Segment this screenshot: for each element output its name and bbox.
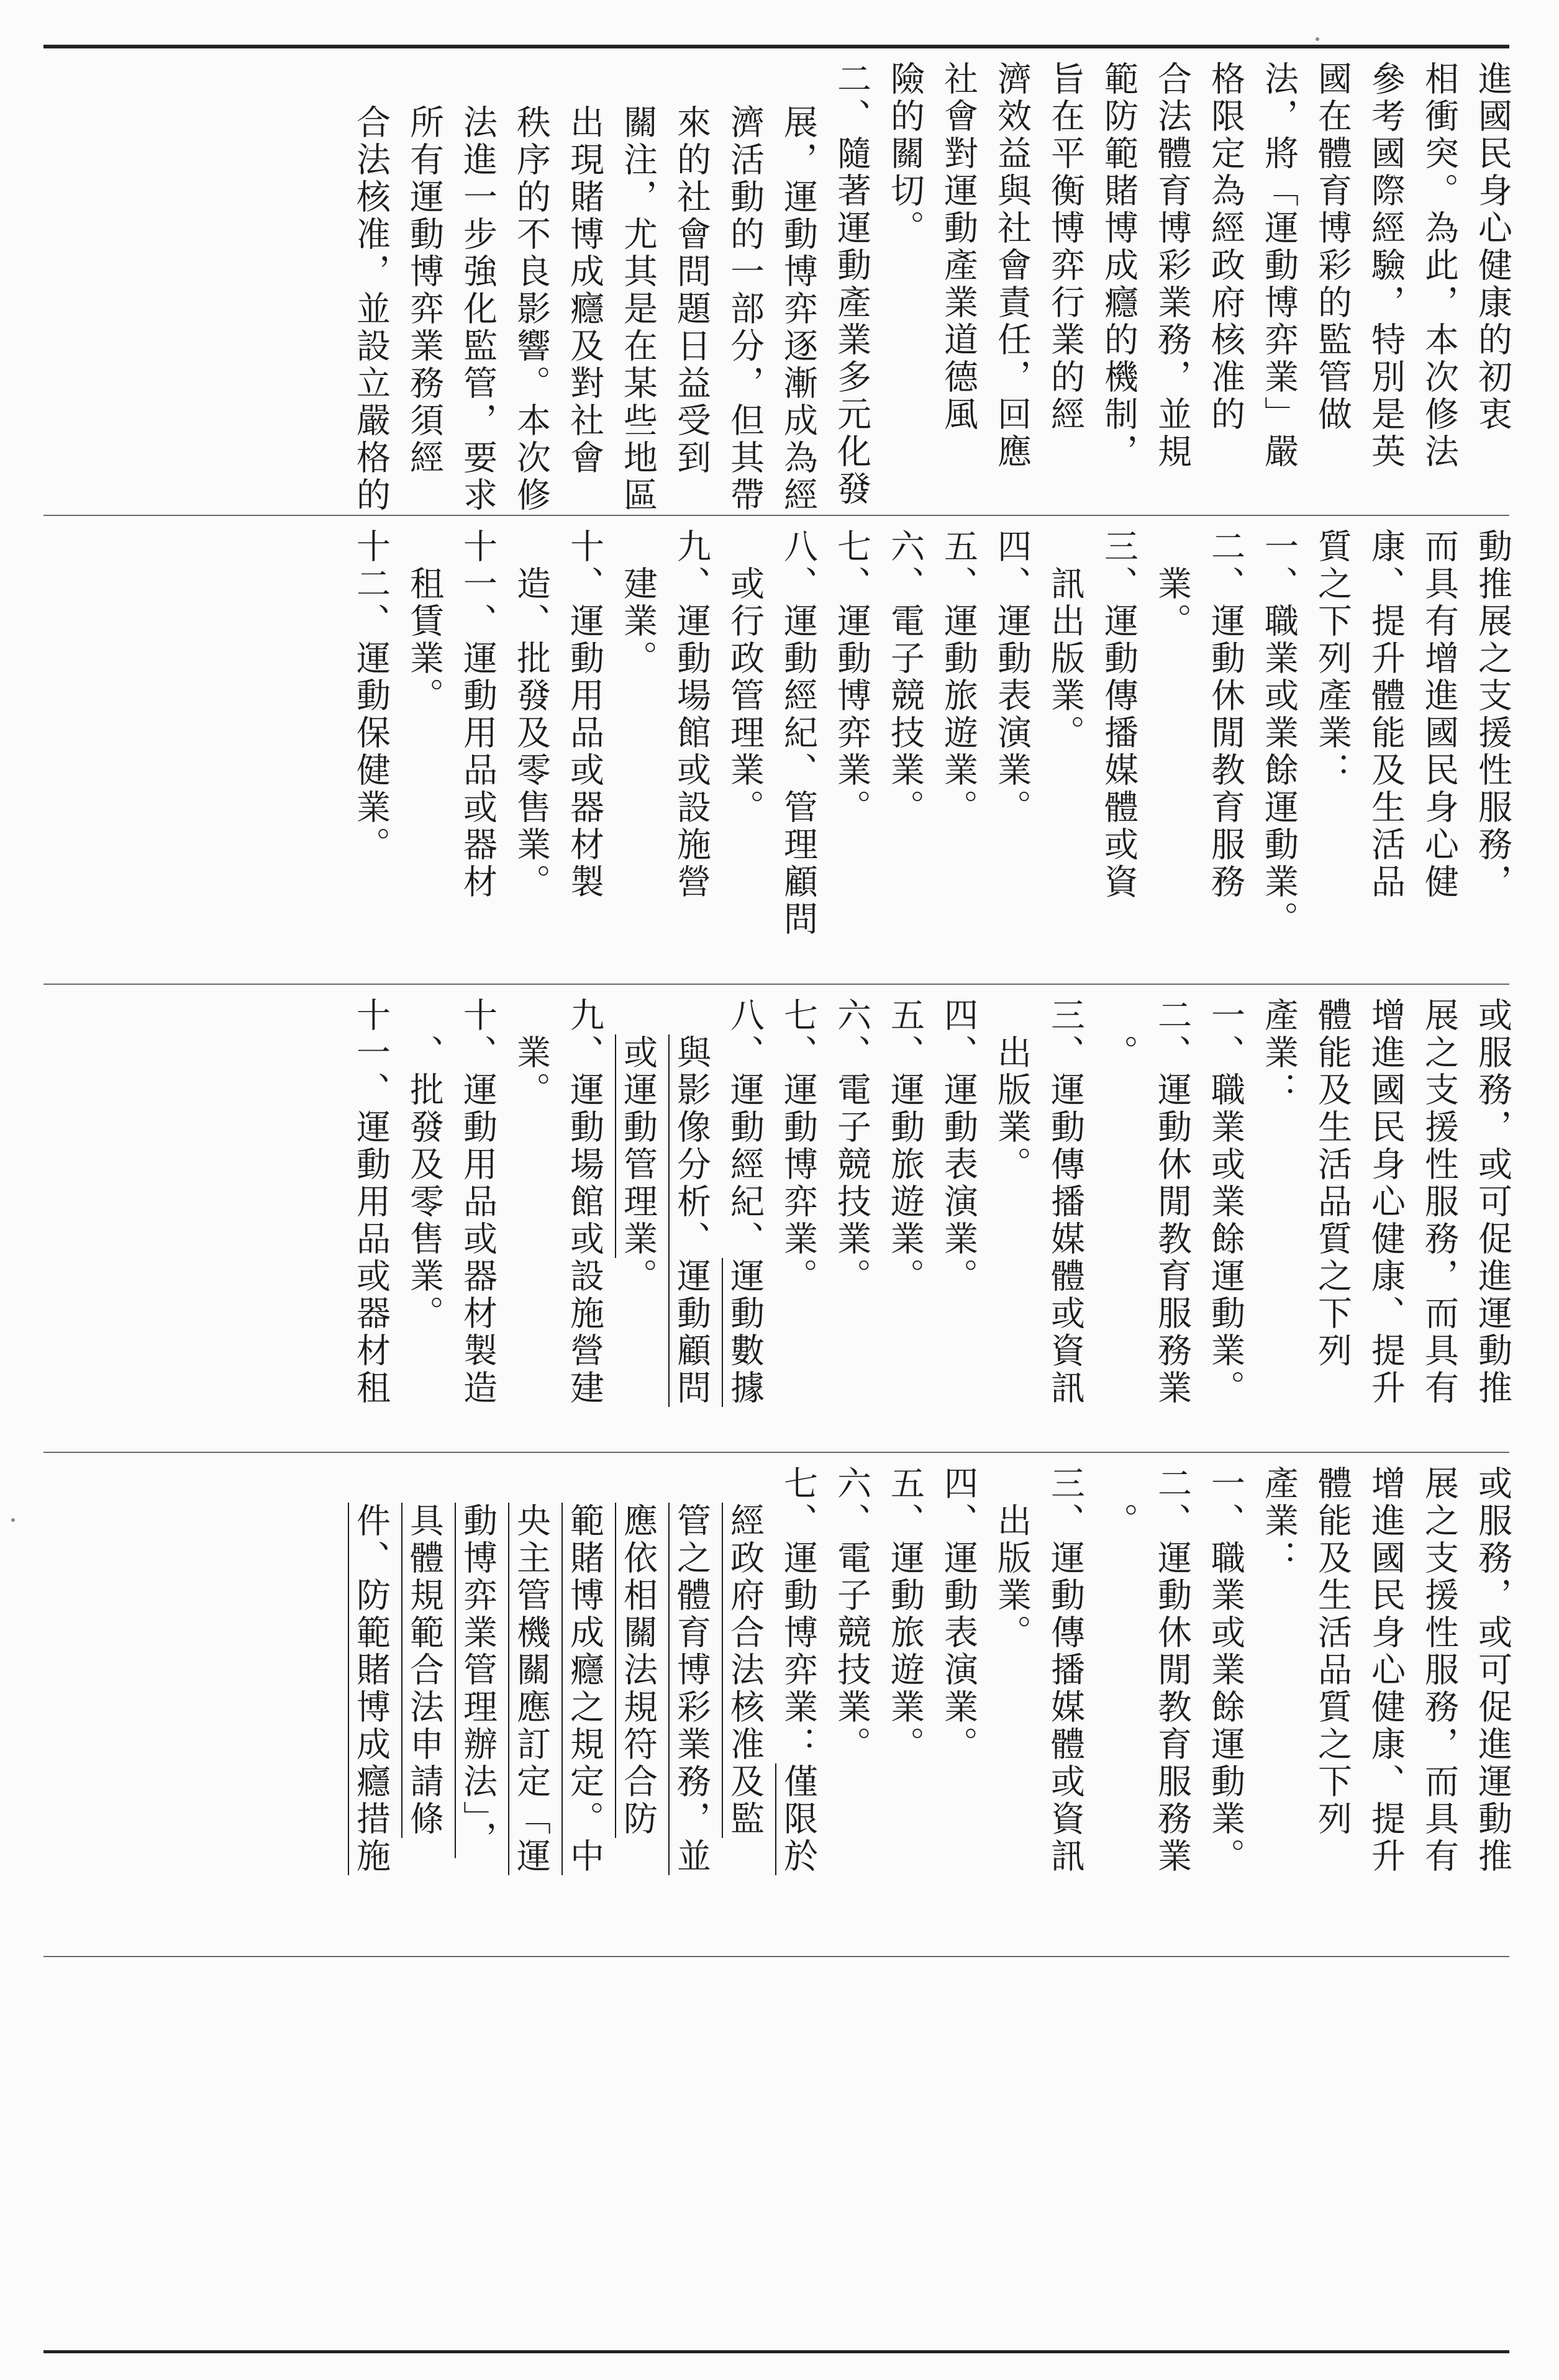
b2-line: 康、提升體能及生活品 (1366, 528, 1406, 901)
b4-line: 二、運動休閒教育服務業 (1152, 1465, 1192, 1875)
b3-line: 出版業。 (992, 1034, 1032, 1183)
b1-line: 旨在平衡博弈行業的經 (1045, 61, 1085, 433)
b4-line: 體能及生活品質之下列 (1312, 1465, 1352, 1838)
b4-line-prefix: 七、運動博弈業： (778, 1465, 818, 1763)
b3-line-prefix: 八、運動經紀、 (725, 997, 765, 1258)
b2-line: 建業。 (618, 566, 658, 677)
b2-line: 質之下列產業： (1312, 528, 1352, 789)
amended-text: 或運動管理業 (618, 1034, 658, 1258)
b1-line: 所有運動博弈業務須經 (404, 104, 444, 477)
b2-line: 六、電子競技業。 (885, 528, 925, 826)
amended-text: 動博弈業管理辦法」， (458, 1503, 498, 1858)
band-2-current-text (43, 516, 1512, 984)
b4-line: 六、電子競技業。 (832, 1465, 871, 1763)
b1-line: 濟效益與社會責任，回應 (992, 61, 1032, 471)
b3-line: 產業： (1259, 997, 1299, 1109)
b3-line: 二、運動休閒教育服務業 (1152, 997, 1192, 1407)
scan-speck (11, 1518, 15, 1522)
b3-line: 、批發及零售業。 (404, 1034, 444, 1333)
amended-text: 與影像分析、運動顧問 (671, 1034, 711, 1407)
b1-line: 法進一步強化監管，要求 (458, 104, 498, 514)
b2-line: 動推展之支援性服務， (1473, 528, 1512, 901)
b3-line-with-amendment (725, 997, 765, 1407)
amended-text: 運動數據 (725, 1258, 765, 1407)
amended-text: 件、防範賭博成癮措施 (351, 1503, 391, 1875)
b2-line: 三、運動傳播媒體或資 (1099, 528, 1139, 901)
bottom-rule (43, 2350, 1509, 2353)
b1-line: 社會對運動產業道德風 (939, 61, 978, 433)
b1-line: 來的社會問題日益受到 (671, 104, 711, 477)
b1-line: 展，運動博弈逐漸成為經 (778, 104, 818, 514)
amended-text: 具體規範合法申請條 (404, 1503, 444, 1838)
b2-line: 十二、運動保健業。 (351, 528, 391, 864)
b3-line: 三、運動傳播媒體或資訊 (1045, 997, 1085, 1407)
b2-line: 造、批發及零售業。 (511, 566, 551, 901)
amended-text: 經政府合法核准及監 (725, 1503, 765, 1838)
b3-line: 六、電子競技業。 (832, 997, 871, 1295)
b3-line: 增進國民身心健康、提升 (1366, 997, 1406, 1407)
b2-line: 五、運動旅遊業。 (939, 528, 978, 826)
b2-line: 十、運動用品或器材製 (565, 528, 604, 901)
amended-text: 範賭博成癮之規定。中 (565, 1503, 604, 1875)
b4-line: 一、職業或業餘運動業。 (1206, 1465, 1245, 1875)
b3-line: 業。 (511, 1034, 551, 1109)
band-4-amended-text (43, 1453, 1512, 1956)
b2-line: 七、運動博弈業。 (832, 528, 871, 826)
b3-line: 體能及生活品質之下列 (1312, 997, 1352, 1370)
b1-line: 進國民身心健康的初衷 (1473, 61, 1512, 433)
amended-text: 僅限於 (778, 1763, 818, 1875)
b2-line: 十一、運動用品或器材 (458, 528, 498, 901)
b4-line: 或服務，或可促進運動推 (1473, 1465, 1512, 1875)
b2-line: 八、運動經紀、管理顧問 (778, 528, 818, 938)
b3-line-with-amendment: 或運動管理業。 (618, 1034, 658, 1295)
b1-line: 相衝突。為此，本次修法 (1419, 61, 1459, 471)
b1-line: 秩序的不良影響。本次修 (511, 104, 551, 514)
b4-line-with-amendment (778, 1465, 818, 1875)
b1-line: 範防範賭博成癮的機制， (1099, 61, 1139, 471)
b2-line: 而具有增進國民身心健 (1419, 528, 1459, 901)
b4-line: 展之支援性服務，而具有 (1419, 1465, 1459, 1875)
b1-line: 法，將「運動博弈業」嚴 (1259, 61, 1299, 471)
b1-line: 格限定為經政府核准的 (1206, 61, 1245, 433)
band-3-draft-text (43, 985, 1512, 1452)
b1-line: 出現賭博成癮及對社會 (565, 104, 604, 477)
b3-line: 五、運動旅遊業。 (885, 997, 925, 1295)
b2-line: 一、職業或業餘運動業。 (1259, 528, 1299, 938)
amended-text: 應依相關法規符合防 (618, 1503, 658, 1838)
b2-line: 業。 (1152, 566, 1192, 640)
b2-line: 或行政管理業。 (725, 566, 765, 826)
b4-line: 。 (1099, 1503, 1139, 1540)
b1-line: 二、隨著運動產業多元化發 (832, 61, 871, 508)
b3-line: 十一、運動用品或器材租 (351, 997, 391, 1407)
b3-line: 。 (1099, 1034, 1139, 1072)
b2-line: 租賃業。 (404, 566, 444, 715)
amended-text: 央主管機關應訂定「運 (511, 1503, 551, 1875)
b3-line: 展之支援性服務，而具有 (1419, 997, 1459, 1407)
band-divider (43, 1956, 1509, 1957)
b3-line: 七、運動博弈業。 (778, 997, 818, 1295)
b3-line: 四、運動表演業。 (939, 997, 978, 1295)
b4-line: 五、運動旅遊業。 (885, 1465, 925, 1763)
amended-text: 管之體育博彩業務，並 (671, 1503, 711, 1875)
b2-line: 訊出版業。 (1045, 566, 1085, 752)
b1-line: 險的關切。 (885, 61, 925, 247)
scan-speck (1316, 37, 1319, 41)
b4-line: 四、運動表演業。 (939, 1465, 978, 1763)
b4-line: 出版業。 (992, 1503, 1032, 1652)
b2-line: 二、運動休閒教育服務 (1206, 528, 1245, 901)
b3-line: 十、運動用品或器材製造 (458, 997, 498, 1407)
b1-line: 關注，尤其是在某些地區 (618, 104, 658, 514)
b1-line: 濟活動的一部分，但其帶 (725, 104, 765, 514)
b3-line: 或服務，或可促進運動推 (1473, 997, 1512, 1407)
b4-line: 增進國民身心健康、提升 (1366, 1465, 1406, 1875)
b1-line: 合法體育博彩業務，並規 (1152, 61, 1192, 471)
b1-line: 國在體育博彩的監管做 (1312, 61, 1352, 433)
b2-line: 九、運動場館或設施營 (671, 528, 711, 901)
b1-line: 參考國際經驗，特別是英 (1366, 61, 1406, 471)
b3-line: 一、職業或業餘運動業。 (1206, 997, 1245, 1407)
b2-line: 四、運動表演業。 (992, 528, 1032, 826)
band-1-revision-rationale (43, 48, 1512, 515)
b1-line: 合法核准，並設立嚴格的 (351, 104, 391, 514)
b4-line: 產業： (1259, 1465, 1299, 1577)
b3-line: 九、運動場館或設施營建 (565, 997, 604, 1407)
b4-line: 三、運動傳播媒體或資訊 (1045, 1465, 1085, 1875)
